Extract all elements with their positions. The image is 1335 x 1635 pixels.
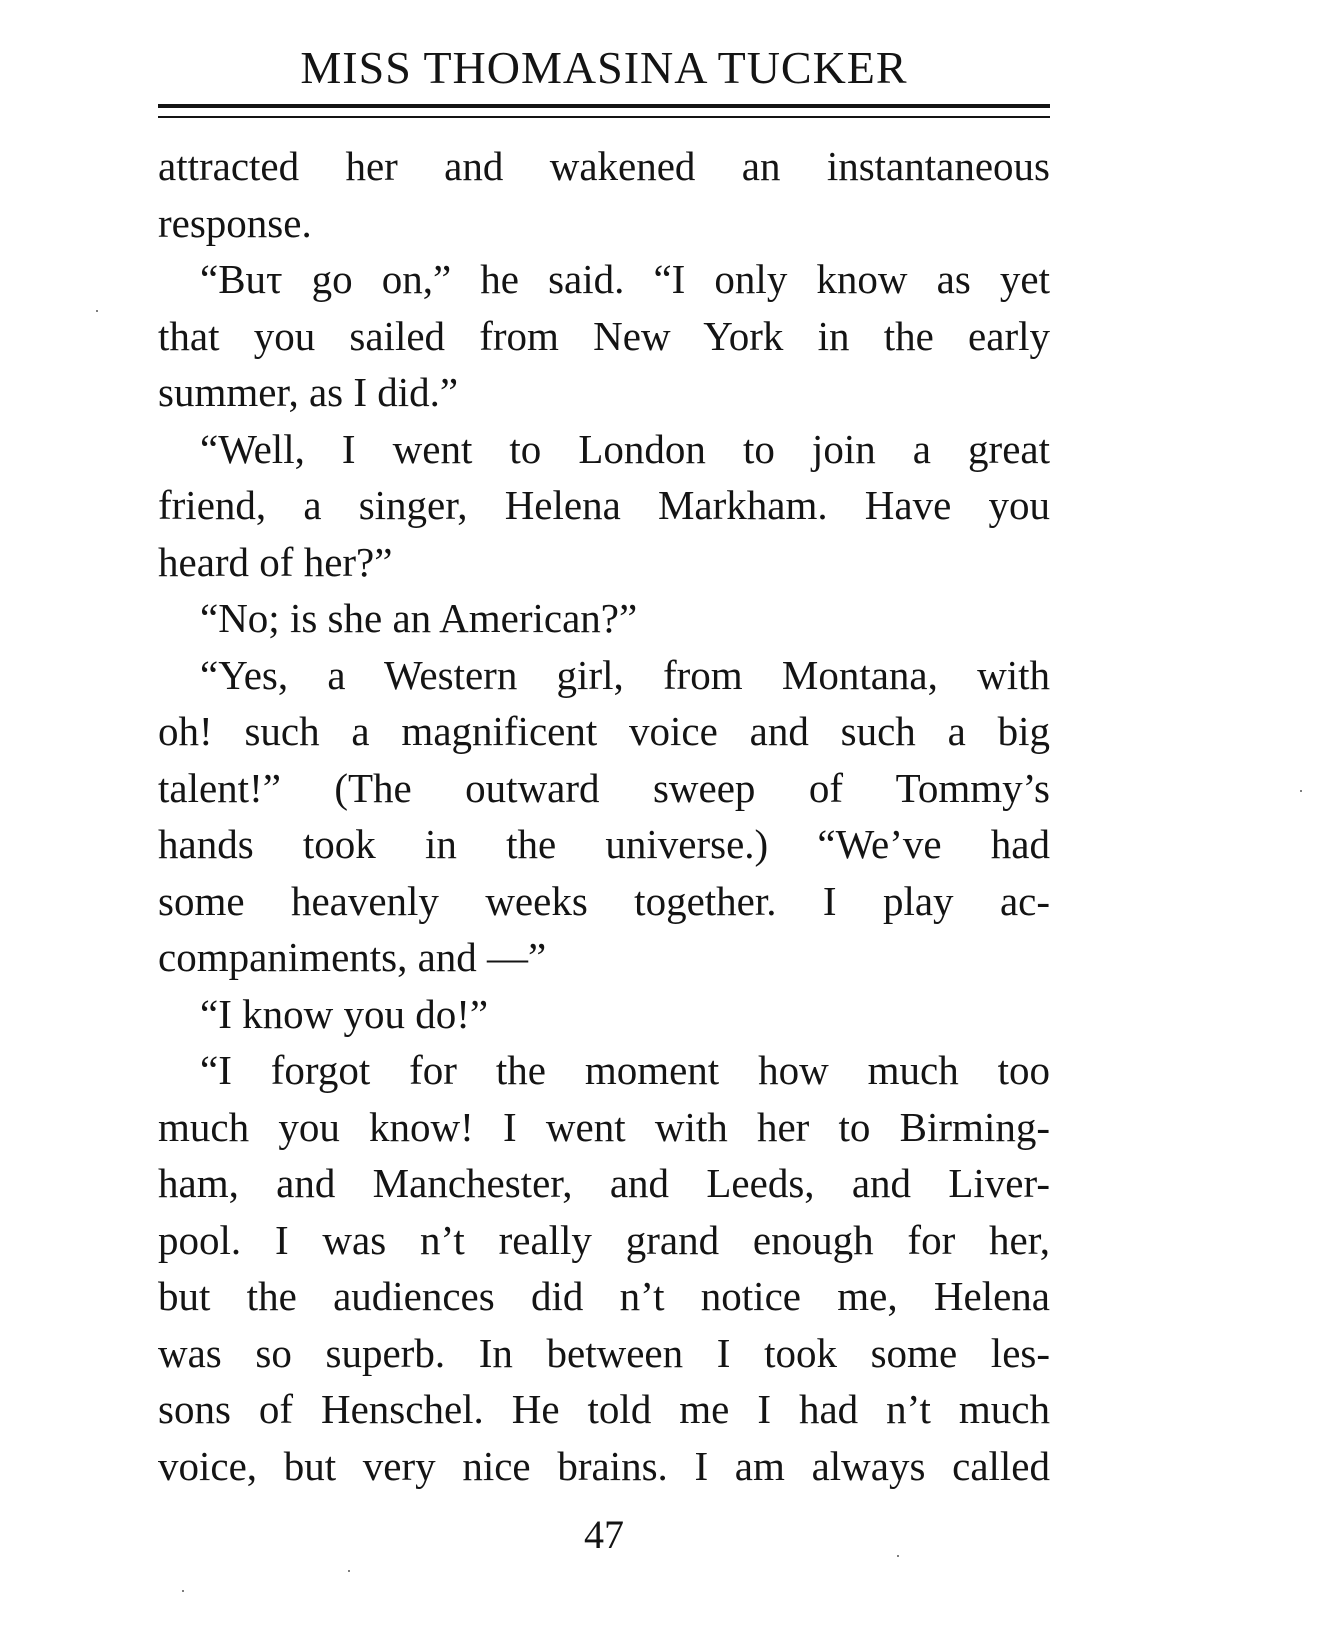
text-line: some heavenly weeks together. I play ac-: [158, 877, 1050, 924]
text-line: “I know you do!”: [200, 990, 489, 1037]
body-text: [158, 138, 1050, 1494]
text-line: “No; is she an American?”: [200, 595, 638, 641]
scan-speck: [348, 1570, 350, 1572]
header-rule-thin: [158, 116, 1050, 118]
text-line: but the audiences did n’t notice me, Helena: [158, 1273, 1050, 1319]
text-line: “I forgot for the moment how much too: [200, 1047, 1050, 1093]
scan-speck: [1300, 790, 1302, 792]
text-line: that you sailed from New York in the early: [158, 312, 1050, 359]
text-line: pool. I was n’t really grand enough for her,: [158, 1216, 1050, 1263]
text-line: sons of Henschel. He told me I had n’t much: [158, 1386, 1050, 1432]
text-line: heard of her?”: [158, 538, 393, 585]
text-line: friend, a singer, Helena Markham. Have you: [158, 482, 1050, 528]
text-line: hands took in the universe.) “We’ve had: [158, 821, 1050, 867]
scan-speck: [96, 310, 98, 312]
text-line: talent!” (The outward sweep of Tommy’s: [158, 764, 1050, 811]
text-line: “Yes, a Western girl, from Montana, with: [200, 651, 1050, 698]
text-line: much you know! I went with her to Birming-: [158, 1103, 1050, 1150]
scan-speck: [897, 1555, 899, 1557]
running-head-title: MISS THOMASINA TUCKER: [300, 42, 908, 93]
text-line: summer, as I did.”: [158, 369, 459, 415]
text-line: attracted her and wakened an instantaneous: [158, 143, 1050, 189]
text-line: oh! such a magnificent voice and such a big: [158, 708, 1050, 754]
page-number: 47: [584, 1512, 624, 1557]
text-line: “Buτ go on,” he said. “I only know as yet: [200, 256, 1050, 302]
scan-speck: [182, 1590, 184, 1592]
header-rule-thick: [158, 104, 1050, 108]
text-line: “Well, I went to London to join a great: [200, 425, 1050, 472]
text-line: response.: [158, 199, 312, 246]
text-line: was so superb. In between I took some les-: [158, 1329, 1050, 1376]
text-line: voice, but very nice brains. I am always called: [158, 1442, 1050, 1489]
text-line: ham, and Manchester, and Leeds, and Liver-: [158, 1160, 1050, 1206]
text-line: companiments, and —”: [158, 934, 547, 980]
